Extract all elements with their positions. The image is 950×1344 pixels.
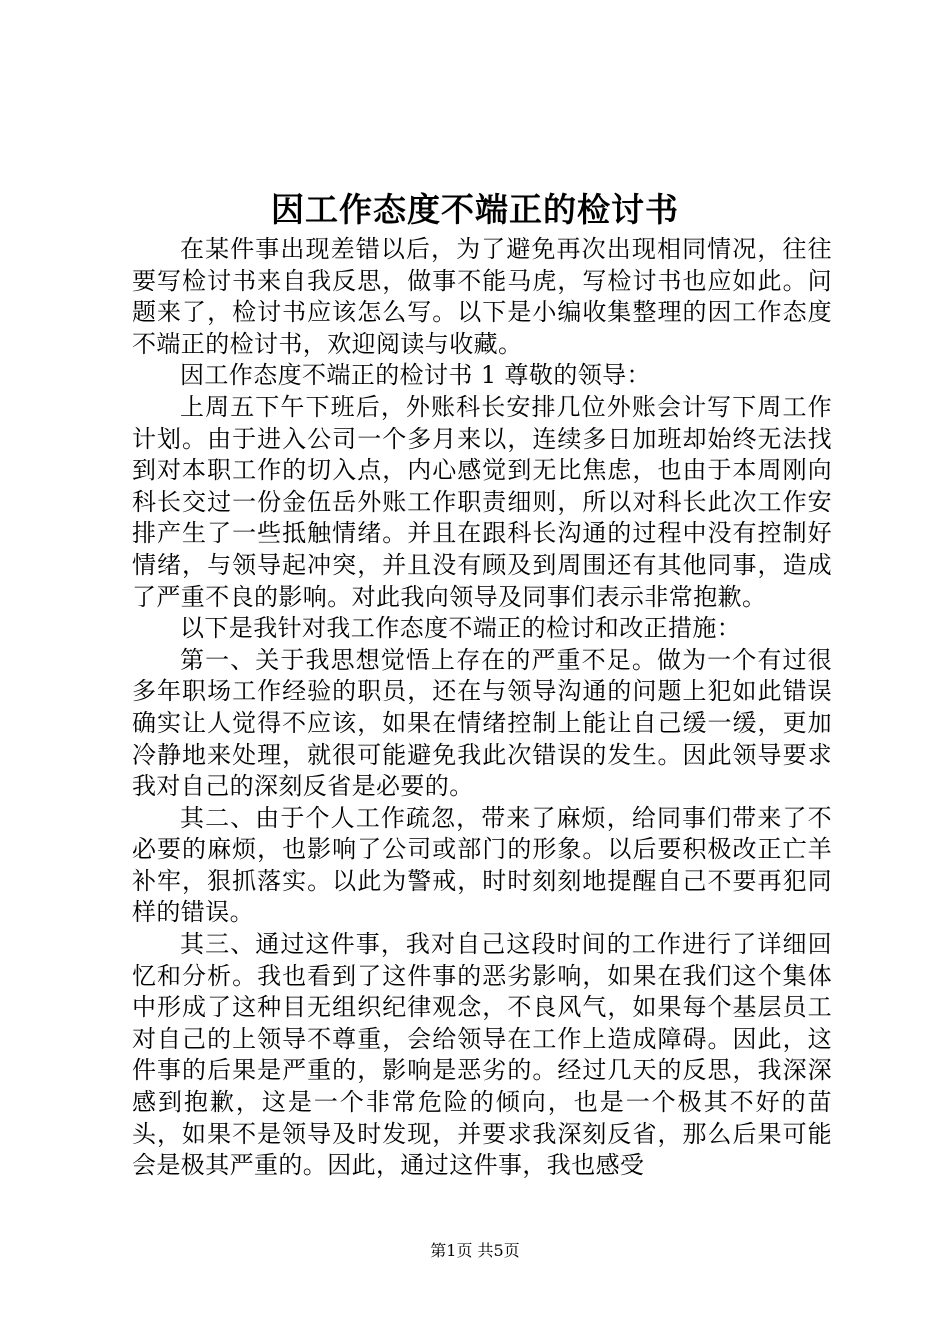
- paragraph-point-three: 其三、通过这件事，我对自己这段时间的工作进行了详细回忆和分析。我也看到了这件事的恶劣影响，如果在我们这个集体中形成了这种目无组织纪律观念，不良风气，如果每个基层员工对自己的上领导不尊重，会给领导在工作上造成障碍。因此，这件事的后果是严重的，影响是恶劣的。经过几天的反思，我深深感到抱歉，这是一个非常危险的倾向，也是一个极其不好的苗头，如果不是领导及时发现，并要求我深刻反省，那么后果可能会是极其严重的。因此，通过这件事，我也感受: [132, 930, 832, 1180]
- paragraph-incident: 上周五下午下班后，外账科长安排几位外账会计写下周工作计划。由于进入公司一个多月来以，连续多日加班却始终无法找到对本职工作的切入点，内心感觉到无比焦虑，也由于本周刚向科长交过一份金伍岳外账工作职责细则，所以对科长此次工作安排产生了一些抵触情绪。并且在跟科长沟通的过程中没有控制好情绪，与领导起冲突，并且没有顾及到周围还有其他同事，造成了严重不良的影响。对此我向领导及同事们表示非常抱歉。: [132, 392, 832, 611]
- paragraph-point-two: 其二、由于个人工作疏忽，带来了麻烦，给同事们带来了不必要的麻烦，也影响了公司或部门的形象。以后要积极改正亡羊补牢，狠抓落实。以此为警戒，时时刻刻地提醒自己不要再犯同样的错误。: [132, 803, 832, 927]
- paragraph-point-one: 第一、关于我思想觉悟上存在的严重不足。做为一个有过很多年职场工作经验的职员，还在与领导沟通的问题上犯如此错误确实让人觉得不应该，如果在情绪控制上能让自己缓一缓，更加冷静地来处理，就很可能避免我此次错误的发生。因此领导要求我对自己的深刻反省是必要的。: [132, 645, 832, 801]
- document-body: [132, 234, 832, 1184]
- paragraph-intro: 在某件事出现差错以后，为了避免再次出现相同情况，往往要写检讨书来自我反思，做事不能马虎，写检讨书也应如此。问题来了，检讨书应该怎么写。以下是小编收集整理的因工作态度不端正的检讨书，欢迎阅读与收藏。: [132, 235, 832, 358]
- paragraph-measures-intro: 以下是我针对我工作态度不端正的检讨和改正措施：: [180, 614, 742, 643]
- paragraph-salutation: 因工作态度不端正的检讨书 1 尊敬的领导：: [180, 361, 651, 390]
- document-title: 因工作态度不端正的检讨书: [271, 190, 679, 229]
- page-footer: 第1页 共5页: [430, 1241, 520, 1260]
